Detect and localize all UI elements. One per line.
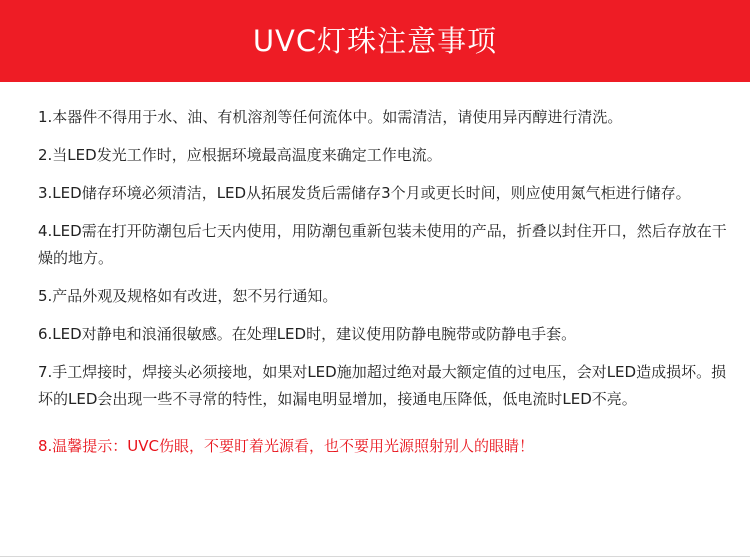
precautions-list	[38, 104, 728, 471]
title-banner	[0, 0, 750, 82]
note-item-3: 3.LED储存环境必须清洁，LED从拓展发货后需储存3个月或更长时间，则应使用氮气柜进行储存。	[38, 184, 691, 202]
note-item-7: 7.手工焊接时，焊接头必须接地，如果对LED施加超过绝对最大额定值的过电压，会对LED造成损坏。损坏的LED会出现一些不寻常的特性，如漏电明显增加，接通电压降低，低电流时LED不亮。	[38, 363, 727, 408]
bottom-divider	[0, 556, 750, 557]
note-item-4: 4.LED需在打开防潮包后七天内使用，用防潮包重新包装未使用的产品，折叠以封住开口，然后存放在干燥的地方。	[38, 222, 727, 267]
note-item-5: 5.产品外观及规格如有改进，恕不另行通知。	[38, 287, 338, 305]
warning-note: 8.温馨提示：UVC伤眼，不要盯着光源看，也不要用光源照射别人的眼睛！	[38, 437, 535, 455]
note-item-6: 6.LED对静电和浪涌很敏感。在处理LED时，建议使用防静电腕带或防静电手套。	[38, 325, 577, 343]
note-item-2: 2.当LED发光工作时，应根据环境最高温度来确定工作电流。	[38, 146, 442, 164]
page-title: UVC灯珠注意事项	[252, 23, 498, 58]
note-item-1: 1.本器件不得用于水、油、有机溶剂等任何流体中。如需清洁，请使用异丙醇进行清洗。	[38, 108, 623, 126]
